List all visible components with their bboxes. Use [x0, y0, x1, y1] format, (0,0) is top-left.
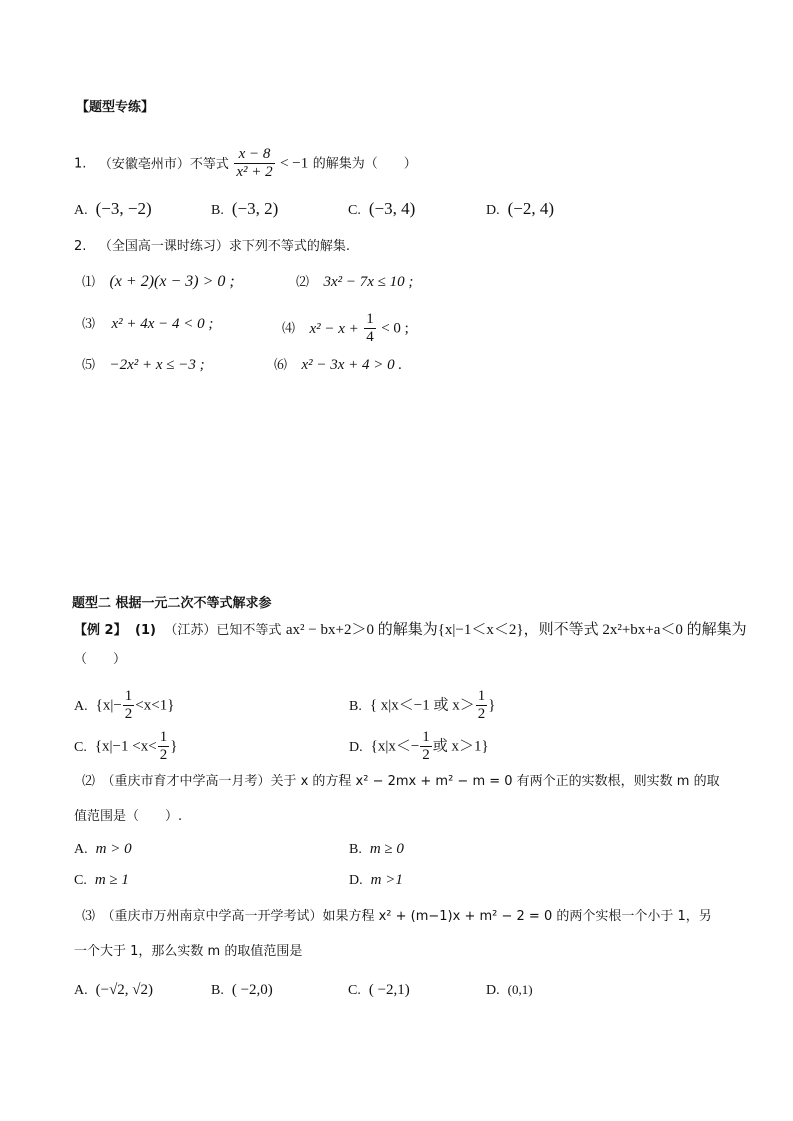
fraction-numerator: 1 [422, 729, 430, 745]
option-value: ( −2,1) [368, 982, 410, 998]
option-value: (−3, 2) [231, 199, 279, 218]
option-value: { x|x＜−1 或 x＞ [369, 697, 475, 714]
answer-paren: （ ） [74, 652, 127, 667]
option-value: {x|−1 <x< [94, 738, 157, 755]
sub-item-expression: x² − x + [309, 320, 359, 337]
option-label: D. [349, 739, 363, 755]
example-part: (1) [135, 623, 156, 638]
example-2-part-3 [82, 906, 712, 927]
fraction-numerator: 1 [159, 729, 168, 745]
option-value: (−√2, √2) [95, 982, 154, 998]
sub-item-label: ⑹ [274, 358, 288, 373]
option-label: A. [74, 203, 88, 218]
option-d[interactable] [349, 870, 403, 891]
example-condition: ax² − bx+2＞0 的解集为{x|−1＜x＜2}，则不等式 2x²+bx+a＜0 的解集为 [285, 622, 747, 638]
option-label: B. [349, 698, 362, 714]
sub-item-6 [274, 355, 402, 376]
option-label: C. [348, 983, 361, 998]
option-value: (0,1) [507, 982, 533, 997]
option-a[interactable] [74, 688, 174, 723]
option-label: D. [486, 203, 500, 218]
option-label: C. [348, 203, 361, 218]
sub-item-expression: x² − 3x + 4 > 0 . [301, 357, 403, 373]
option-value: (−3, −2) [95, 199, 152, 218]
option-label: A. [74, 698, 88, 714]
option-label: C. [74, 873, 87, 888]
sub-item-label: ⑴ [82, 275, 96, 290]
option-label: D. [486, 983, 500, 998]
sub-item-2 [296, 272, 413, 293]
sub-item-3 [82, 314, 213, 335]
part-text-line-1: （重庆市万州南京中学高一开学考试）如果方程 x² + (m−1)x + m² − 2 = 0 的两个实根一个小于 1，另 [101, 909, 712, 924]
option-label: B. [349, 842, 362, 857]
part-text-line-1: （重庆市育才中学高一月考）关于 x 的方程 x² − 2mx + m² − m = 0 有两个正的实数根，则实数 m 的取 [101, 774, 720, 789]
question-number: 1. [74, 156, 87, 172]
option-value: m >1 [370, 872, 403, 888]
section-heading: 【题型专练】 [76, 100, 155, 115]
question-2 [74, 236, 350, 257]
question-source: （安徽亳州市）不等式 [98, 156, 229, 172]
fraction-numerator: x − 8 [234, 146, 274, 164]
option-value: {x|x＜− [370, 738, 420, 755]
fraction [476, 688, 488, 723]
option-label: A. [74, 983, 88, 998]
option-b[interactable] [349, 688, 495, 723]
fraction-numerator: 1 [366, 311, 374, 327]
question-text: （全国高一课时练习）求下列不等式的解集. [98, 239, 350, 254]
option-b[interactable] [349, 839, 404, 860]
part-text-line-2: 值范围是（ ）. [74, 809, 183, 824]
fraction-denominator: 4 [366, 329, 374, 345]
option-c[interactable] [348, 980, 410, 1001]
option-value: ( −2,0) [231, 982, 273, 998]
sub-item-5 [82, 355, 205, 376]
fraction-denominator: x² + 2 [236, 164, 273, 180]
option-c[interactable] [348, 199, 415, 221]
fraction-denominator: 2 [422, 747, 430, 763]
part-label: ⑵ [82, 774, 96, 789]
option-b[interactable] [211, 199, 278, 221]
sub-item-expression-tail: < 0 ; [381, 320, 409, 337]
option-value: (−2, 4) [507, 199, 555, 218]
sub-item-label: ⑸ [82, 358, 96, 373]
option-value: m ≥ 1 [94, 872, 129, 888]
fraction [420, 729, 432, 764]
question-1 [74, 146, 417, 181]
option-d[interactable] [486, 199, 554, 221]
option-d[interactable] [486, 980, 533, 1001]
option-label: C. [74, 739, 87, 755]
fraction-denominator: 2 [124, 706, 133, 722]
sub-item-expression: x² + 4x − 4 < 0 ; [111, 316, 214, 332]
section-heading: 题型二 根据一元二次不等式解求参 [72, 596, 272, 611]
option-c[interactable] [74, 729, 177, 764]
example-2-part-1 [74, 620, 747, 641]
fraction-denominator: 2 [477, 706, 486, 722]
option-value: {x|− [95, 697, 122, 714]
fraction-numerator: 1 [124, 688, 133, 704]
example-2-part-2 [82, 771, 720, 792]
option-b[interactable] [211, 980, 273, 1001]
fraction-denominator: 2 [159, 747, 168, 763]
option-a[interactable] [74, 839, 132, 860]
fraction [364, 311, 376, 346]
part-label: ⑶ [82, 909, 96, 924]
option-label: B. [211, 983, 224, 998]
option-value-tail: 或 x＞1} [432, 738, 489, 755]
inequality-relation: < −1 [280, 155, 309, 172]
sub-item-1 [82, 272, 235, 293]
option-label: A. [74, 842, 88, 857]
sub-item-label: ⑶ [82, 317, 96, 332]
sub-item-label: ⑷ [282, 321, 296, 337]
option-value-tail: } [488, 697, 496, 714]
sub-item-expression: 3x² − 7x ≤ 10 ; [323, 274, 414, 290]
fraction-numerator: 1 [477, 688, 486, 704]
fraction [123, 688, 135, 723]
option-value: m > 0 [95, 841, 132, 857]
part-text-line-2: 一个大于 1，那么实数 m 的取值范围是 [74, 944, 303, 959]
sub-item-expression: −2x² + x ≤ −3 ; [109, 357, 205, 373]
sub-item-label: ⑵ [296, 275, 310, 290]
option-value-tail: } [170, 738, 178, 755]
question-tail: 的解集为（ ） [312, 156, 417, 172]
question-number: 2. [74, 239, 87, 254]
option-label: D. [349, 873, 363, 888]
fraction [234, 146, 274, 181]
sub-item-4 [282, 311, 409, 346]
option-label: B. [211, 203, 224, 218]
example-source: （江苏）已知不等式 [164, 623, 282, 638]
option-a[interactable] [74, 199, 152, 221]
option-value: m ≥ 0 [369, 841, 404, 857]
option-d[interactable] [349, 729, 489, 764]
example-tag: 【例 2】 [74, 623, 127, 638]
option-c[interactable] [74, 870, 129, 891]
fraction [158, 729, 170, 764]
option-value-tail: <x<1} [135, 697, 175, 714]
sub-item-expression: (x + 2)(x − 3) > 0 ; [109, 273, 235, 290]
option-a[interactable] [74, 980, 153, 1001]
option-value: (−3, 4) [368, 199, 416, 218]
